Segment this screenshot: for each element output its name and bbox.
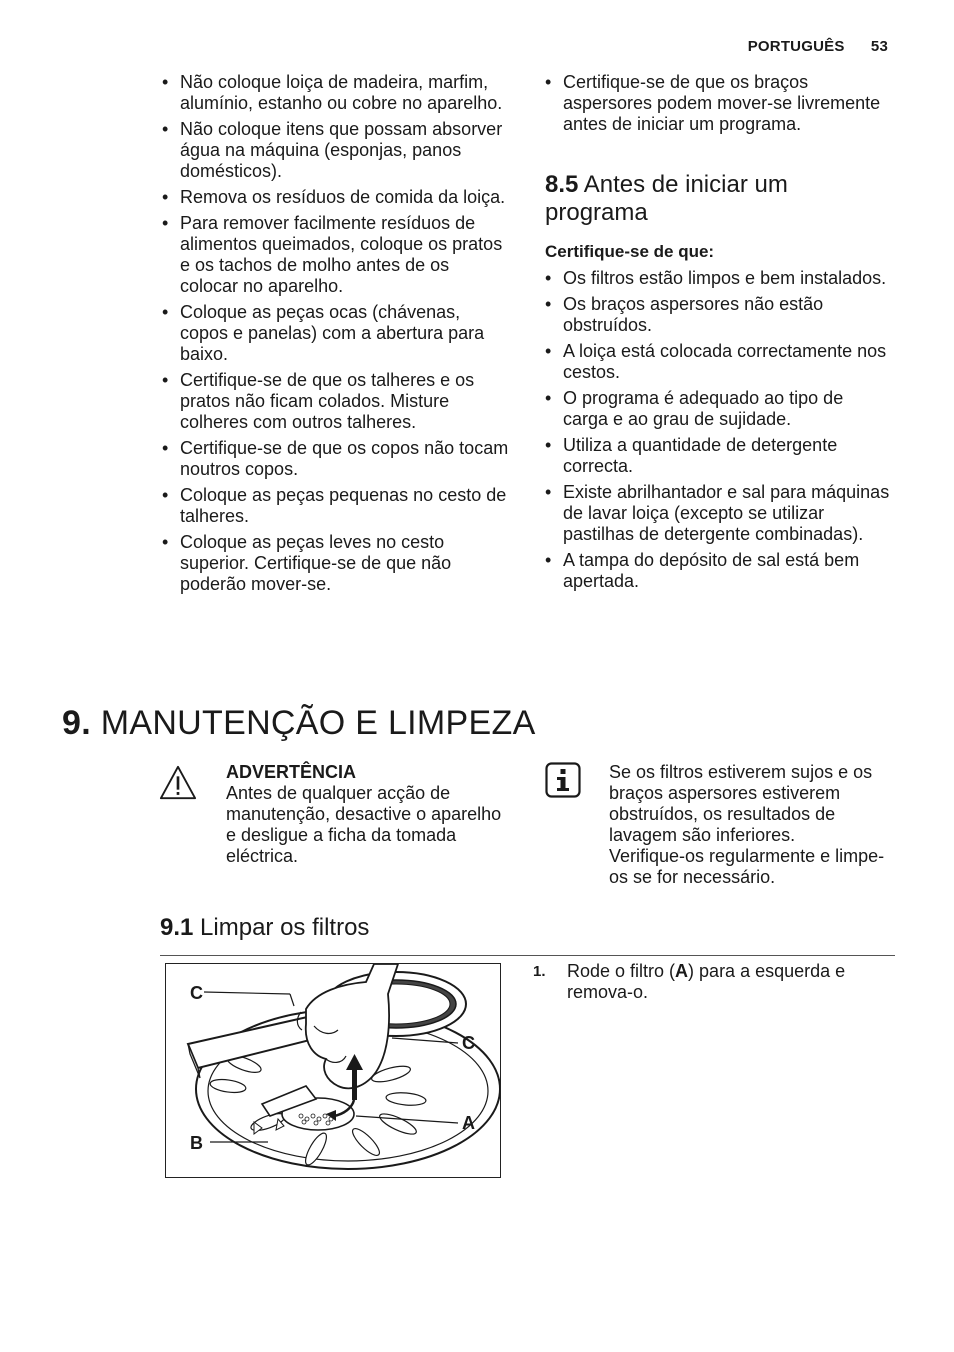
info-icon	[545, 762, 581, 798]
list-item: • A tampa do depósito de sal está bem apertada.	[545, 550, 890, 592]
list-item: • Coloque as peças leves no cesto superior. Certifique-se de que não poderão mover-se.	[162, 532, 512, 595]
step-1	[533, 961, 893, 1003]
warning-icon	[159, 764, 197, 802]
list-item: • Os filtros estão limpos e bem instalados.	[545, 268, 890, 289]
chapter-title	[62, 704, 536, 743]
section-number: 9.1	[160, 914, 194, 941]
section-number: 8.5	[545, 171, 579, 198]
list-item: • Certifique-se de que os talheres e os pratos não ficam colados. Misture colheres com outros talheres.	[162, 370, 512, 433]
list-item: • Os braços aspersores não estão obstruídos.	[545, 294, 890, 336]
list-item: • O programa é adequado ao tipo de carga e ao grau de sujidade.	[545, 388, 890, 430]
filter-drawing	[166, 964, 500, 1177]
list-item: • Para remover facilmente resíduos de alimentos queimados, coloque os pratos e os tachos de molho antes de os colocar no aparelho.	[162, 213, 512, 297]
section-8-5-heading	[545, 171, 890, 227]
step-text-bold: A	[675, 961, 689, 981]
list-item: • Não coloque itens que possam absorver água na máquina (esponjas, panos domésticos).	[162, 119, 512, 182]
section-title: Antes de iniciar um programa	[545, 171, 788, 226]
info-block	[609, 762, 899, 888]
step-text	[533, 961, 893, 1003]
figure-label-a: A	[462, 1113, 475, 1133]
section-divider	[160, 955, 895, 956]
loading-tips-list	[162, 72, 512, 595]
chapter-name: MANUTENÇÃO E LIMPEZA	[100, 704, 536, 742]
step-number: 1.	[533, 963, 546, 980]
info-text-line-2: Verifique-os regularmente e limpe-os se for necessário.	[609, 846, 885, 887]
list-item: • A loiça está colocada correctamente nos cestos.	[545, 341, 890, 383]
section-title: Limpar os filtros	[200, 914, 370, 941]
pre-start-checklist	[545, 268, 890, 592]
left-column	[162, 72, 512, 600]
step-text-pre: Rode o filtro (	[567, 961, 676, 981]
filter-illustration	[165, 963, 501, 1178]
figure-label-c-right: C	[462, 1033, 475, 1053]
right-column	[545, 72, 890, 597]
warning-title: ADVERTÊNCIA	[226, 762, 357, 782]
list-item: • Certifique-se de que os braços aspersores podem mover-se livremente antes de iniciar um programa.	[545, 72, 890, 135]
list-item: • Utiliza a quantidade de detergente correcta.	[545, 435, 890, 477]
page-header	[748, 38, 888, 55]
list-item: • Remova os resíduos de comida da loiça.	[162, 187, 512, 208]
header-language: PORTUGUÊS	[747, 38, 845, 55]
step-text-post: ) para a esquerda e remova-o.	[567, 961, 846, 1002]
chapter-number: 9.	[62, 704, 91, 742]
list-item: • Coloque as peças pequenas no cesto de talheres.	[162, 485, 512, 527]
list-item: • Coloque as peças ocas (chávenas, copos e panelas) com a abertura para baixo.	[162, 302, 512, 365]
figure-label-c-left: C	[190, 983, 203, 1003]
section-9-1-heading	[160, 914, 369, 942]
page-number: 53	[870, 38, 888, 55]
spray-arm-tip-list	[545, 72, 890, 135]
list-item: • Não coloque loiça de madeira, marfim, alumínio, estanho ou cobre no aparelho.	[162, 72, 512, 114]
warning-block	[226, 762, 516, 867]
info-text-line-1: Se os filtros estiverem sujos e os braços aspersores estiverem obstruídos, os resultados de lavagem são inferiores.	[609, 762, 873, 845]
checklist-label: Certifique-se de que:	[545, 242, 715, 261]
figure-label-b: B	[190, 1133, 203, 1153]
list-item: • Certifique-se de que os copos não tocam noutros copos.	[162, 438, 512, 480]
list-item: • Existe abrilhantador e sal para máquinas de lavar loiça (excepto se utilizar pastilhas de detergente combinadas).	[545, 482, 890, 545]
warning-text: Antes de qualquer acção de manutenção, desactive o aparelho e desligue a ficha da tomada eléctrica.	[226, 783, 502, 866]
